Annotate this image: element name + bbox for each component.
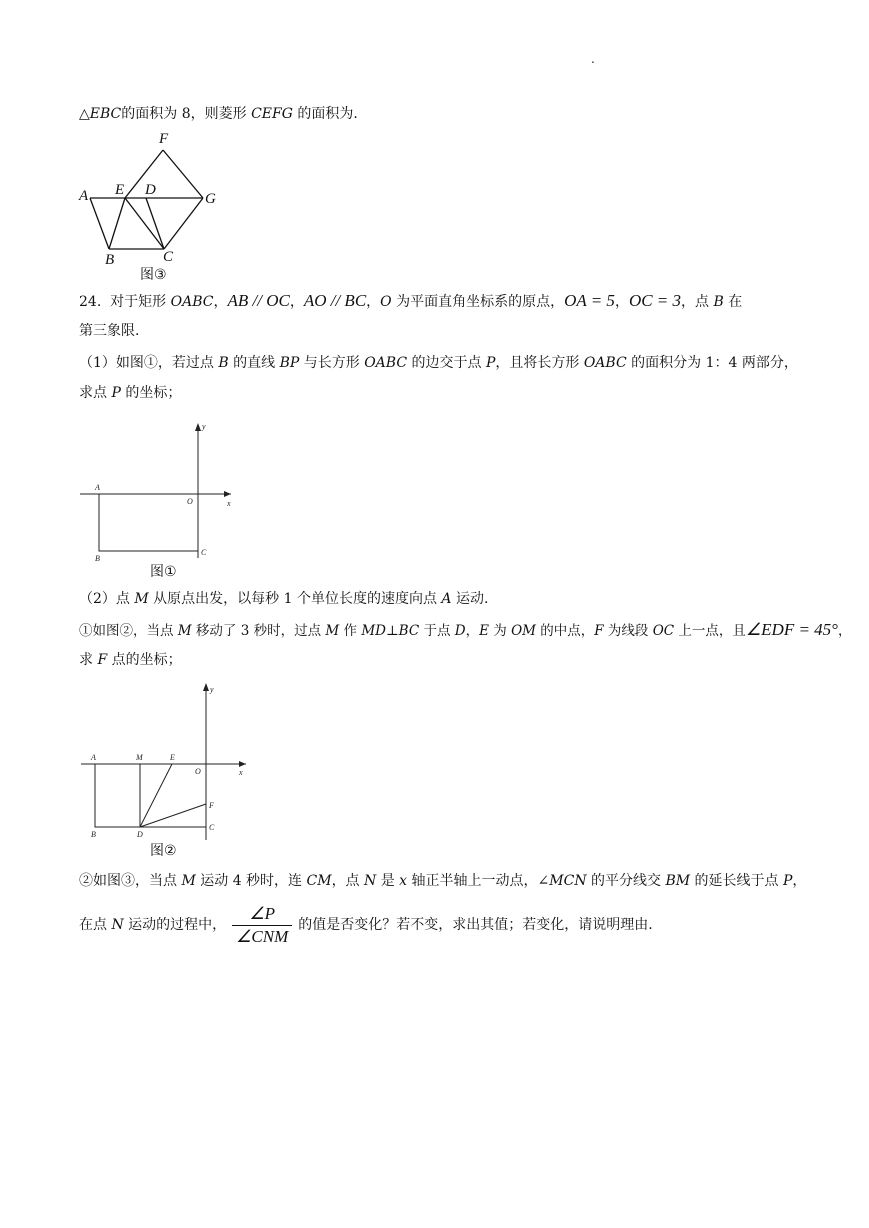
- q24-line-1: [79, 291, 742, 312]
- label-d: D: [137, 830, 143, 839]
- text: 的延长线于点: [690, 873, 783, 889]
- text: ，: [465, 623, 480, 639]
- part-1-line-1: [79, 353, 798, 373]
- text-oabc: OABC: [364, 355, 408, 371]
- label-x: x: [227, 499, 231, 508]
- math-angle-edf-45: ∠EDF = 45°: [745, 620, 838, 639]
- text-b: B: [218, 355, 229, 371]
- text-oabc: OABC: [583, 355, 627, 371]
- text-d: D: [454, 623, 466, 639]
- text: 的坐标；: [120, 385, 182, 401]
- text: 运动.: [451, 591, 489, 607]
- fraction-denominator: ∠CNM: [236, 926, 289, 946]
- text: ，: [792, 873, 807, 889]
- text: 的值是否变化？若不变，求出其值；若变化，请说明理由.: [298, 917, 653, 933]
- question-number: 24.: [79, 294, 102, 310]
- figure-2-axes: [76, 680, 256, 845]
- sub-1-line-1: [79, 620, 851, 641]
- text-m: M: [181, 873, 196, 889]
- label-f: F: [209, 801, 214, 810]
- text: ，点: [331, 873, 365, 889]
- text: 求点: [79, 385, 112, 401]
- figure-1-caption: 图①: [150, 564, 177, 580]
- text: 为平面直角坐标系的原点，: [391, 294, 565, 310]
- y-axis-arrow-icon: [203, 683, 209, 691]
- text: 于点: [419, 623, 455, 639]
- text-b: B: [713, 294, 724, 310]
- label-c: C: [201, 548, 207, 557]
- label-c: C: [209, 823, 215, 832]
- text-n: N: [364, 873, 377, 889]
- text-bc: BC: [398, 623, 420, 639]
- text: 在点: [79, 917, 112, 933]
- text-oc: OC: [652, 623, 675, 639]
- q23-tail-line: [79, 104, 358, 124]
- text-md: MD: [361, 623, 386, 639]
- text-a: A: [441, 591, 452, 607]
- line-cd: [146, 198, 164, 249]
- text: ，: [289, 294, 304, 310]
- label-f: F: [159, 131, 169, 147]
- text: 运动的过程中，: [123, 917, 227, 933]
- label-m: M: [136, 753, 143, 762]
- line-fg: [163, 150, 203, 198]
- x-axis-arrow-icon: [239, 761, 246, 767]
- label-b: B: [91, 830, 96, 839]
- text-mcn: MCN: [549, 873, 587, 889]
- text: 求: [79, 652, 98, 668]
- label-a: A: [91, 753, 96, 762]
- label-g: G: [205, 191, 216, 207]
- text: 的中点，: [535, 623, 595, 639]
- text-bm: BM: [665, 873, 691, 889]
- text: ，: [213, 294, 228, 310]
- line-ab: [90, 198, 109, 249]
- text: 是: [376, 873, 400, 889]
- label-e: E: [170, 753, 175, 762]
- label-y: y: [202, 422, 206, 431]
- text: 上一点，且: [674, 623, 746, 639]
- text: 的直线: [228, 355, 280, 371]
- text: 点的坐标；: [107, 652, 182, 668]
- math-oc-3: OC = 3: [628, 291, 682, 310]
- line-ec: [125, 198, 164, 249]
- text-p: P: [485, 355, 496, 371]
- text-e: E: [479, 623, 489, 639]
- text-m: M: [325, 623, 340, 639]
- text: ②如图③，当点: [79, 873, 182, 889]
- text-o: O: [380, 294, 392, 310]
- rectangle-oabc: [95, 764, 206, 827]
- perpendicular-symbol: ⊥: [385, 623, 399, 639]
- line-be: [109, 198, 125, 249]
- text: 为线段: [603, 623, 653, 639]
- text-p: P: [111, 385, 121, 401]
- math-ab-parallel-oc: AB // OC: [227, 291, 290, 310]
- label-a: A: [95, 483, 100, 492]
- text-f: F: [594, 623, 604, 639]
- text-rhombus-area: 的面积为.: [292, 106, 358, 122]
- sub-2-line-2: [79, 902, 653, 948]
- q24-line-2: 第三象限.: [79, 323, 140, 339]
- math-ao-parallel-bc: AO // BC: [303, 291, 367, 310]
- label-o: O: [195, 767, 201, 776]
- label-y: y: [210, 685, 214, 694]
- label-b: B: [105, 252, 115, 268]
- rectangle-oabc: [99, 494, 198, 551]
- fraction-p-over-cnm: [232, 903, 292, 948]
- text: ，: [614, 294, 629, 310]
- header-dot: .: [591, 52, 595, 66]
- text-bp: BP: [279, 355, 300, 371]
- part-1-line-2: [79, 383, 181, 403]
- text: 作: [339, 623, 362, 639]
- text: 的面积分为 1：4 两部分，: [626, 355, 798, 371]
- sub-1-line-2: [79, 650, 182, 670]
- text-p: P: [783, 873, 793, 889]
- figure-3-caption: 图③: [140, 267, 167, 283]
- text-n: N: [111, 917, 124, 933]
- label-x: x: [239, 768, 243, 777]
- label-a: A: [79, 188, 89, 204]
- text: ①如图②，当点: [79, 623, 178, 639]
- text: （2）点: [79, 591, 135, 607]
- text: 对于矩形: [110, 294, 171, 310]
- text-ebc: EBC: [89, 106, 122, 122]
- figure-2-caption: 图②: [150, 843, 177, 859]
- y-axis-arrow-icon: [195, 423, 201, 431]
- text: 移动了 3 秒时，过点: [191, 623, 326, 639]
- x-axis-arrow-icon: [224, 491, 231, 497]
- text: 运动 4 秒时，连: [195, 873, 307, 889]
- angle-symbol: ∠: [537, 873, 550, 889]
- text-cm: CM: [306, 873, 332, 889]
- figure-3-rhombus: [70, 126, 250, 286]
- text: ，且将长方形: [495, 355, 584, 371]
- text: ，: [837, 623, 852, 639]
- text-m: M: [134, 591, 149, 607]
- text: ，点: [681, 294, 714, 310]
- label-c: C: [163, 249, 174, 265]
- text-cefg: CEFG: [251, 106, 293, 122]
- text-area-8: 的面积为 8，则菱形: [121, 106, 252, 122]
- label-e: E: [115, 182, 125, 198]
- text-oabc: OABC: [170, 294, 214, 310]
- label-b: B: [95, 554, 100, 563]
- sub-2-line-1: [79, 871, 806, 891]
- text: 在: [723, 294, 743, 310]
- line-gc: [164, 198, 203, 249]
- text: 的平分线交: [586, 873, 666, 889]
- line-ef: [125, 150, 163, 198]
- text-om: OM: [511, 623, 536, 639]
- label-d: D: [145, 182, 156, 198]
- text: （1）如图①，若过点: [79, 355, 219, 371]
- text: ，: [366, 294, 381, 310]
- text: 从原点出发，以每秒 1 个单位长度的速度向点: [148, 591, 442, 607]
- text-f: F: [97, 652, 108, 668]
- fraction-numerator: ∠P: [232, 903, 292, 926]
- text: 轴正半轴上一动点，: [407, 873, 538, 889]
- math-oa-5: OA = 5: [564, 291, 615, 310]
- text: 的边交于点: [407, 355, 486, 371]
- text-m: M: [177, 623, 192, 639]
- text-x: x: [399, 873, 408, 889]
- label-o: O: [187, 497, 193, 506]
- text: 为: [488, 623, 512, 639]
- figure-1-axes: [76, 418, 246, 566]
- text: 与长方形: [299, 355, 365, 371]
- triangle-symbol: △: [79, 106, 90, 122]
- part-2-line: [79, 589, 488, 609]
